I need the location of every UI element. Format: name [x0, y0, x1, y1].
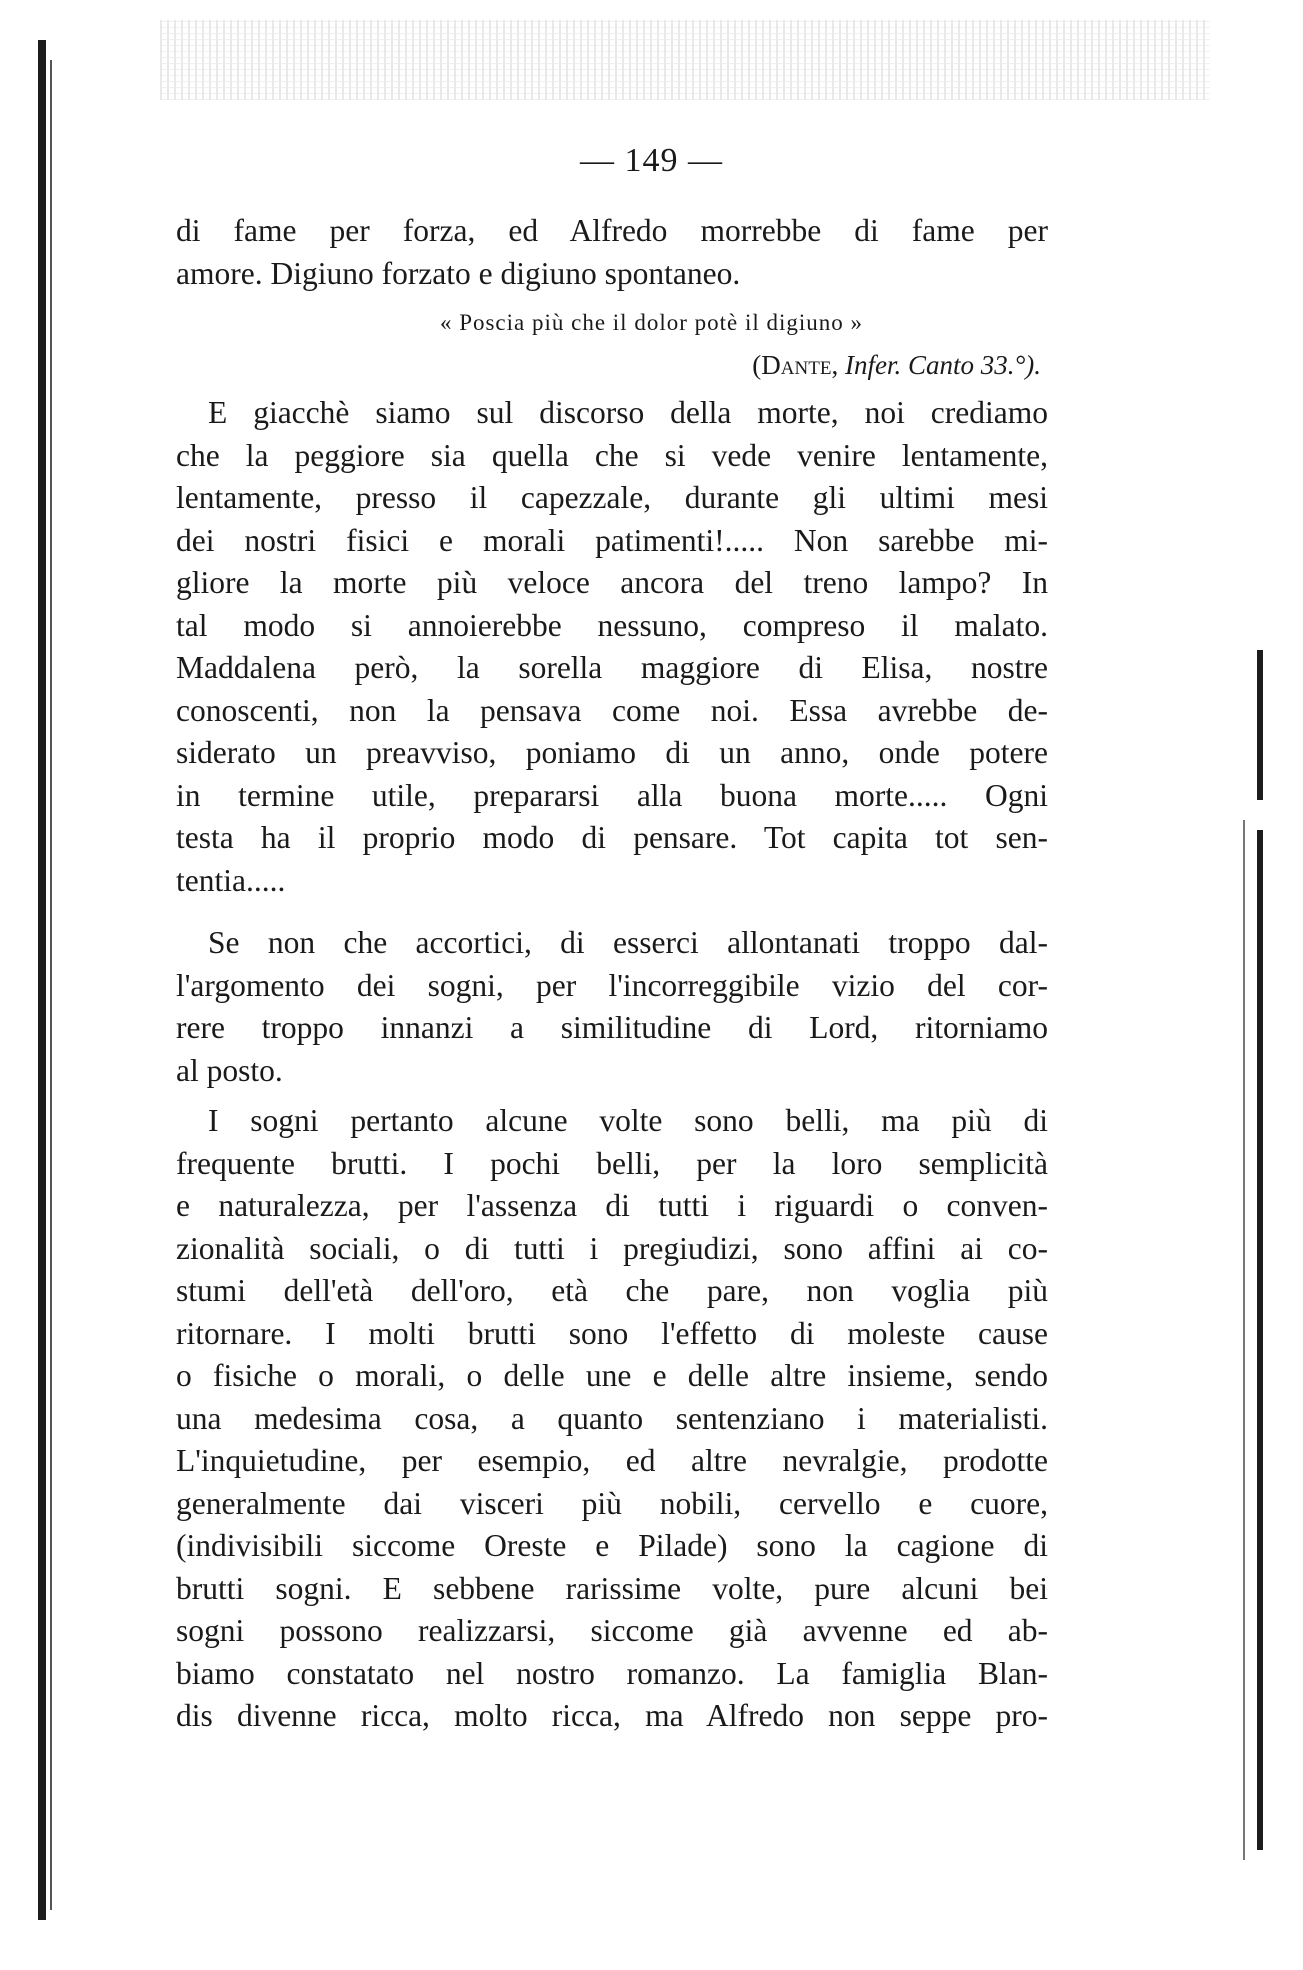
text-line: l'argomento dei sogni, per l'incorreggibile vizio del cor- [176, 967, 1048, 1003]
text-line: conoscenti, non la pensava come noi. Essa avrebbe de- [176, 692, 1048, 728]
paragraph-digression [176, 922, 1048, 1092]
text-line: Maddalena però, la sorella maggiore di Elisa, nostre [176, 650, 1048, 685]
text-line: sogni possono realizzarsi, siccome già avvenne ed ab- [176, 1613, 1048, 1648]
dante-quote: « Poscia più che il dolor potè il digiuno » [439, 310, 864, 335]
page-right-edge-lower [1257, 830, 1263, 1850]
text-line: una medesima cosa, a quanto sentenziano i materialisti. [176, 1400, 1048, 1436]
text-line: tal modo si annoierebbe nessuno, compreso il malato. [176, 607, 1048, 643]
text-line: E giacchè siamo sul discorso della morte, noi crediamo [208, 395, 1048, 430]
quote-citation [752, 350, 1041, 381]
text-line: Se non che accortici, di esserci allontanati troppo dal- [208, 925, 1048, 960]
paragraph-dreams [176, 1100, 1048, 1738]
text-line: siderato un preavviso, poniamo di un anno, onde potere [176, 735, 1048, 770]
text-line: lentamente, presso il capezzale, durante gli ultimi mesi [176, 480, 1048, 515]
citation-work: Infer. Canto 33.°). [844, 350, 1041, 380]
text-line: dis divenne ricca, molto ricca, ma Alfredo non seppe pro- [176, 1698, 1048, 1733]
text-line: dei nostri fisici e morali patimenti!..... Non sarebbe mi- [176, 522, 1048, 558]
text-line: frequente brutti. I pochi belli, per la loro semplicità [176, 1145, 1048, 1181]
text-line: e naturalezza, per l'assenza di tutti i riguardi o conven- [176, 1188, 1048, 1223]
page-number: — 149 — [580, 142, 723, 179]
page-right-edge-fine [1243, 820, 1245, 1860]
opening-paragraph [176, 210, 1048, 295]
text-line: brutti sogni. E sebbene rarissime volte, pure alcuni bei [176, 1570, 1048, 1606]
text-line: in termine utile, prepararsi alla buona morte..... Ogni [176, 777, 1048, 813]
text-line: zionalità sociali, o di tutti i pregiudizi, sono affini ai co- [176, 1230, 1048, 1266]
text-line: di fame per forza, ed Alfredo morrebbe di fame per [176, 213, 1048, 248]
citation-author: (Dante, [752, 350, 839, 380]
text-line: generalmente dai visceri più nobili, cervello e cuore, [176, 1485, 1048, 1521]
text-line: stumi dell'età dell'oro, età che pare, non voglia più [176, 1273, 1048, 1308]
text-line: ritornare. I molti brutti sono l'effetto di moleste cause [176, 1315, 1048, 1351]
text-line: al posto. [176, 1052, 283, 1088]
text-line: o fisiche o morali, o delle une e delle altre insieme, sendo [176, 1358, 1048, 1393]
text-line: che la peggiore sia quella che si vede venire lentamente, [176, 437, 1048, 473]
text-line: testa ha il proprio modo di pensare. Tot capita tot sen- [176, 820, 1048, 855]
paragraph-death [176, 392, 1048, 902]
text-line: I sogni pertanto alcune volte sono belli, ma più di [208, 1103, 1048, 1138]
page-binding-edge-inner [50, 60, 52, 1910]
scan-noise-top [160, 20, 1210, 100]
text-line: L'inquietudine, per esempio, ed altre nevralgie, prodotte [176, 1443, 1048, 1478]
text-line: rere troppo innanzi a similitudine di Lord, ritorniamo [176, 1010, 1048, 1045]
text-line: gliore la morte più veloce ancora del treno lampo? In [176, 565, 1048, 600]
text-line: (indivisibili siccome Oreste e Pilade) sono la cagione di [176, 1528, 1048, 1563]
page-right-edge-upper [1257, 650, 1263, 800]
text-line: tentia..... [176, 862, 286, 898]
text-line: biamo constatato nel nostro romanzo. La famiglia Blan- [176, 1655, 1048, 1691]
text-line: amore. Digiuno forzato e digiuno spontaneo. [176, 255, 741, 291]
